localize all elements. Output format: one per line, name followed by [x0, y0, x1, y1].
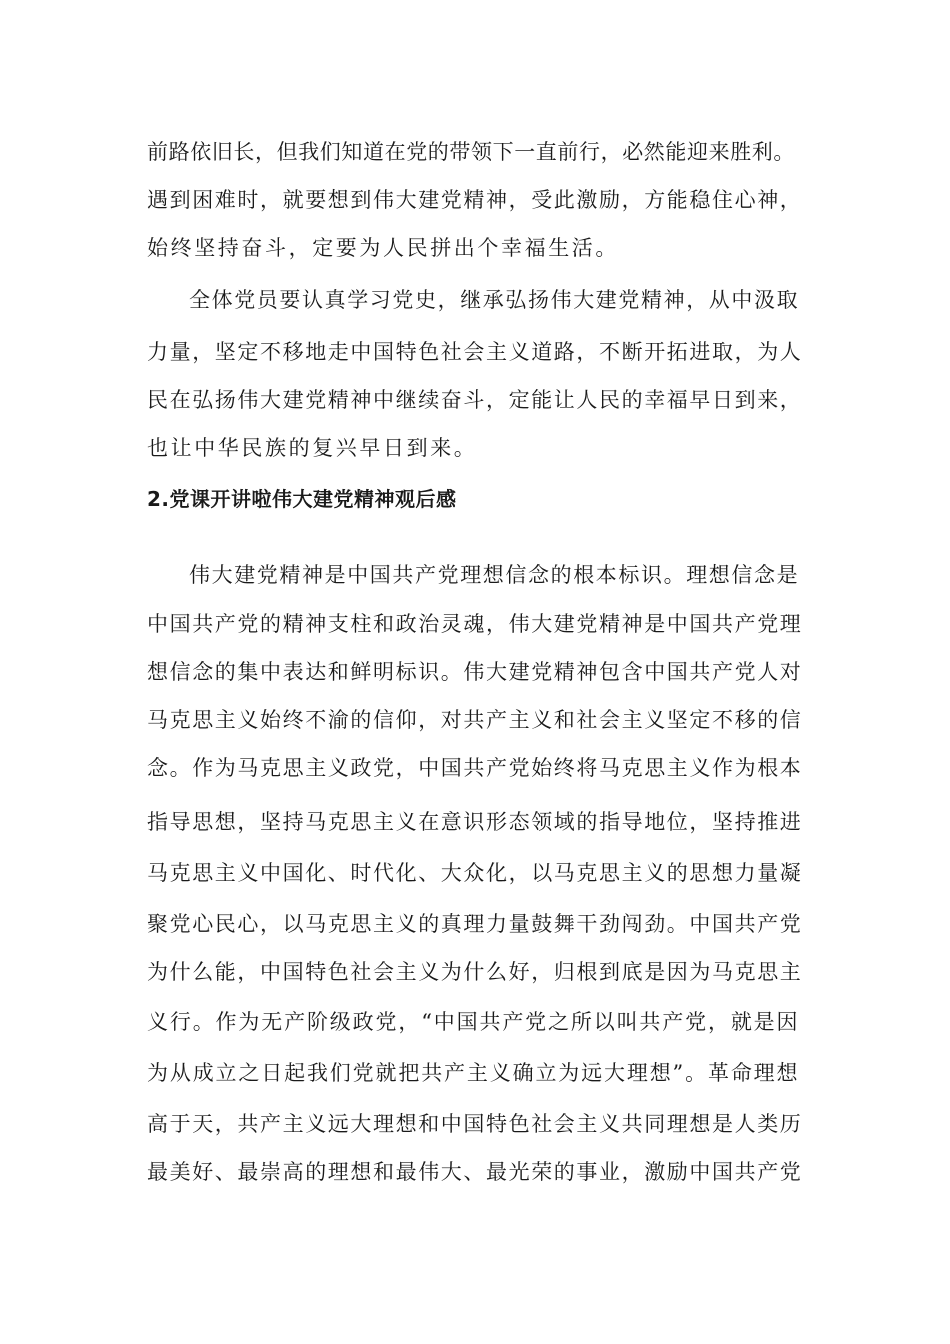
paragraph-line: 义行。作为无产阶级政党，“中国共产党之所以叫共产党，就是因: [147, 1010, 800, 1034]
paragraph-line: 最美好、最崇高的理想和最伟大、最光荣的事业，激励中国共产党: [147, 1160, 803, 1184]
paragraph-line: 马克思主义中国化、时代化、大众化，以马克思主义的思想力量凝: [147, 861, 803, 885]
paragraph-line: 伟大建党精神是中国共产党理想信念的根本标识。理想信念是: [189, 563, 800, 587]
paragraph-line: 为什么能，中国特色社会主义为什么好，归根到底是因为马克思主: [147, 960, 803, 984]
paragraph-line: 马克思主义始终不渝的信仰，对共产主义和社会主义坚定不移的信: [147, 708, 803, 732]
paragraph-line: 为从成立之日起我们党就把共产主义确立为远大理想”。革命理想: [147, 1061, 800, 1085]
paragraph-line: 力量，坚定不移地走中国特色社会主义道路，不断开拓进取，为人: [147, 340, 803, 364]
paragraph-line: 指导思想，坚持马克思主义在意识形态领域的指导地位，坚持推进: [147, 810, 803, 834]
paragraph-line: 全体党员要认真学习党史，继承弘扬伟大建党精神，从中汲取: [189, 288, 800, 312]
paragraph-line: 念。作为马克思主义政党，中国共产党始终将马克思主义作为根本: [147, 756, 803, 780]
paragraph-line: 高于天，共产主义远大理想和中国特色社会主义共同理想是人类历: [147, 1112, 803, 1136]
paragraph-line: 中国共产党的精神支柱和政治灵魂，伟大建党精神是中国共产党理: [147, 612, 803, 636]
section-heading: 2.党课开讲啦伟大建党精神观后感: [147, 487, 457, 511]
paragraph-line: 前路依旧长，但我们知道在党的带领下一直前行，必然能迎来胜利。: [147, 140, 795, 164]
paragraph-line: 想信念的集中表达和鲜明标识。伟大建党精神包含中国共产党人对: [147, 660, 803, 684]
paragraph-line: 聚党心民心，以马克思主义的真理力量鼓舞干劲闯劲。中国共产党: [147, 912, 803, 936]
paragraph-line: 也让中华民族的复兴早日到来。: [147, 436, 478, 460]
paragraph-line: 民在弘扬伟大建党精神中继续奋斗，定能让人民的幸福早日到来，: [147, 388, 803, 412]
paragraph-line: 始终坚持奋斗，定要为人民拼出个幸福生活。: [147, 236, 619, 260]
paragraph-line: 遇到困难时，就要想到伟大建党精神，受此激励，方能稳住心神，: [147, 188, 803, 212]
